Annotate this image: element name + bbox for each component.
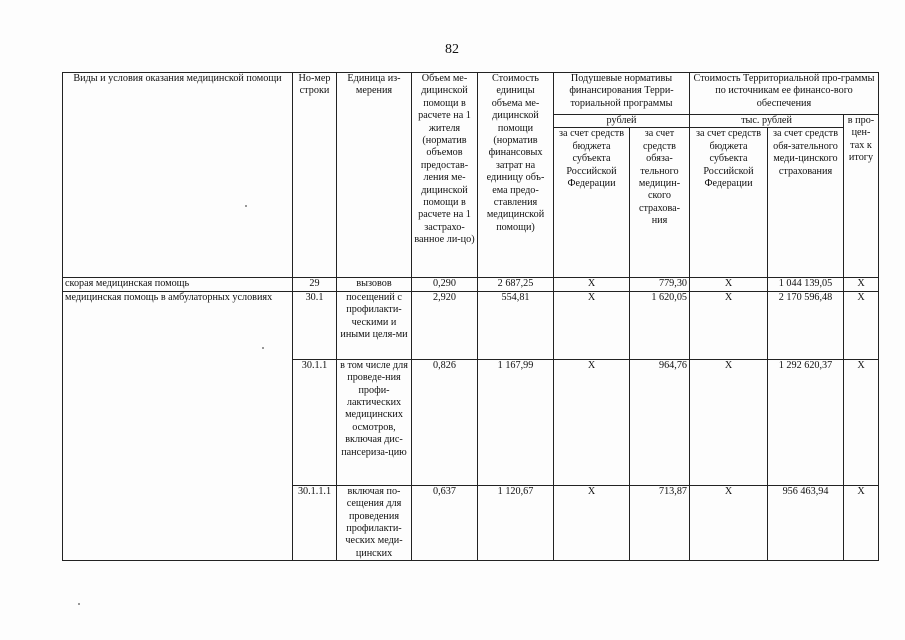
- cell-percent: X: [844, 359, 879, 485]
- cell-unit: в том числе для проведе-ния профи-лактических медицинских осмотров, включая дис-пансериза-цию: [337, 359, 412, 485]
- header-cost-group: Стоимость Территориальной про-граммы по источникам ее финансо-вого обеспечения: [690, 73, 879, 115]
- cell-tc-oms: 1 044 139,05: [768, 278, 844, 291]
- cell-tc-budget: X: [690, 291, 768, 359]
- cell-cost: 1 167,99: [478, 359, 554, 485]
- funding-table: [62, 72, 879, 561]
- cell-percent: X: [844, 485, 879, 560]
- cell-unit: включая по-сещения для проведения профилакти-ческих меди-цинских: [337, 485, 412, 560]
- cell-unit: посещений с профилакти-ческими и иными целя-ми: [337, 291, 412, 359]
- cell-tc-oms: 2 170 596,48: [768, 291, 844, 359]
- header-unit: Единица из-мерения: [337, 73, 412, 278]
- cell-pc-budget: X: [554, 485, 630, 560]
- header-cost: Стоимость единицы объема ме-дицинской помощи (норматив финансовых затрат на единицу объ-ема предо-ставления медицинской помощи): [478, 73, 554, 278]
- header-unit-percent: в про-цен-тах к итогу: [844, 115, 879, 278]
- header-unit-rub: рублей: [554, 115, 690, 128]
- header-sub-oms-2: за счет средств обя-зательного меди-цинского страхования: [768, 128, 844, 278]
- cell-row-no: 30.1: [293, 291, 337, 359]
- table-row: [63, 291, 879, 359]
- header-sub-budget-2: за счет средств бюджета субъекта Российской Федерации: [690, 128, 768, 278]
- cell-volume: 2,920: [412, 291, 478, 359]
- cell-pc-budget: X: [554, 291, 630, 359]
- cell-pc-oms: 1 620,05: [630, 291, 690, 359]
- cell-percent: X: [844, 278, 879, 291]
- cell-tc-budget: X: [690, 359, 768, 485]
- cell-pc-oms: 779,30: [630, 278, 690, 291]
- header-unit-thousand-rub: тыс. рублей: [690, 115, 844, 128]
- cell-pc-oms: 713,87: [630, 485, 690, 560]
- scan-speck: [78, 603, 80, 605]
- cell-tc-oms: 1 292 620,37: [768, 359, 844, 485]
- header-type: Виды и условия оказания медицинской помощи: [63, 73, 293, 278]
- cell-tc-budget: X: [690, 485, 768, 560]
- table-row: [63, 278, 879, 291]
- header-volume: Объем ме-дицинской помощи в расчете на 1 жителя (норматив объемов предостав-ления ме-дицинской помощи в расчете на 1 застрахо-ванное ли-цо): [412, 73, 478, 278]
- cell-cost: 554,81: [478, 291, 554, 359]
- cell-volume: 0,826: [412, 359, 478, 485]
- cell-type: скорая медицинская помощь: [63, 278, 293, 291]
- header-row-no: Но-мер строки: [293, 73, 337, 278]
- cell-unit: вызовов: [337, 278, 412, 291]
- cell-type: медицинская помощь в амбулаторных условиях: [63, 291, 293, 560]
- scan-speck: [245, 205, 247, 207]
- header-percapita-group: Подушевые нормативы финансирования Терри-ториальной программы: [554, 73, 690, 115]
- cell-percent: X: [844, 291, 879, 359]
- cell-cost: 2 687,25: [478, 278, 554, 291]
- cell-row-no: 29: [293, 278, 337, 291]
- scan-speck: [262, 347, 264, 349]
- header-sub-oms: за счет средств обяза-тельного медицин-ского страхова-ния: [630, 128, 690, 278]
- cell-row-no: 30.1.1.1: [293, 485, 337, 560]
- cell-pc-budget: X: [554, 359, 630, 485]
- cell-volume: 0,637: [412, 485, 478, 560]
- cell-row-no: 30.1.1: [293, 359, 337, 485]
- header-sub-budget: за счет средств бюджета субъекта Российской Федерации: [554, 128, 630, 278]
- cell-pc-budget: X: [554, 278, 630, 291]
- cell-tc-budget: X: [690, 278, 768, 291]
- cell-pc-oms: 964,76: [630, 359, 690, 485]
- cell-cost: 1 120,67: [478, 485, 554, 560]
- cell-volume: 0,290: [412, 278, 478, 291]
- cell-tc-oms: 956 463,94: [768, 485, 844, 560]
- page-number: 82: [445, 42, 459, 57]
